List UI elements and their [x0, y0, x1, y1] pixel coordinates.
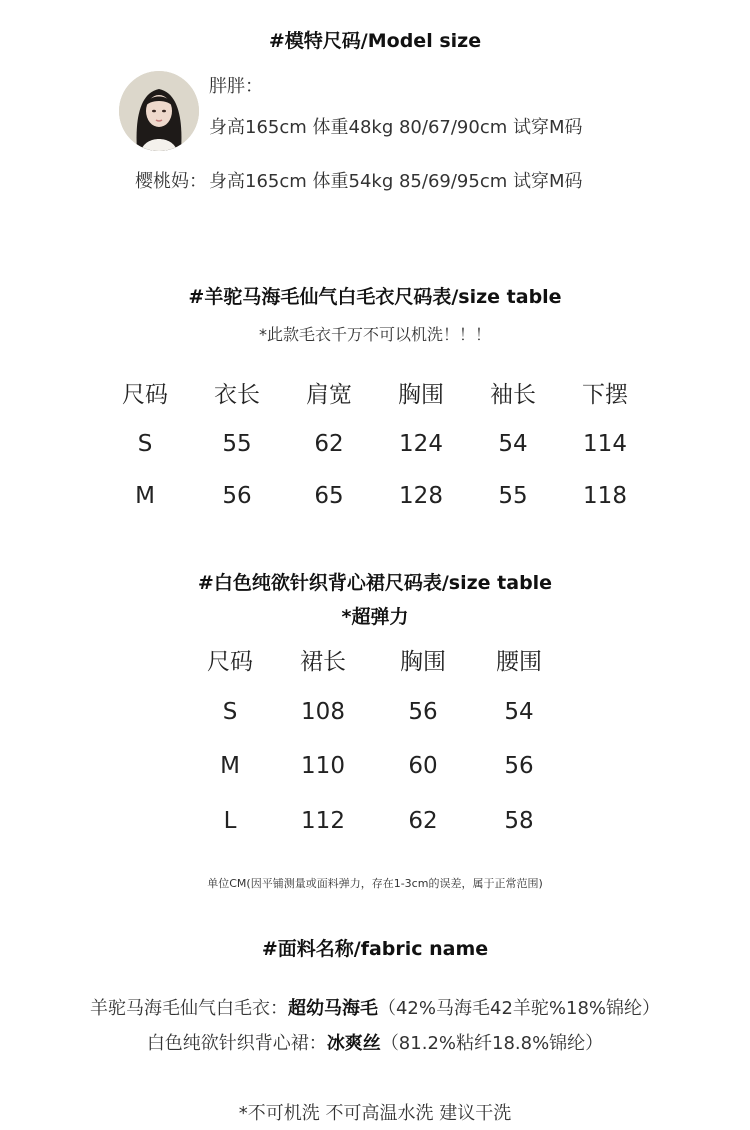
sweater-cell: 114 — [583, 431, 627, 457]
model2-stats: 身高165cm 体重54kg 85/69/95cm 试穿M码 — [209, 171, 583, 192]
sweater-cell: 54 — [498, 431, 528, 457]
model1-name: 胖胖： — [209, 76, 263, 97]
dress-cell: 56 — [408, 699, 438, 725]
sweater-header-cell: 袖长 — [490, 382, 536, 408]
dress-header-cell: 腰围 — [496, 649, 542, 675]
unit-note: 单位CM(因平铺测量或面料弹力，存在1-3cm的误差，属于正常范围) — [207, 877, 543, 890]
sweater-cell: S — [137, 431, 153, 457]
sweater-header-cell: 下摆 — [582, 382, 628, 408]
sweater-cell: 55 — [498, 483, 528, 509]
sweater-cell: 118 — [583, 483, 627, 509]
sweater-header-cell: 尺码 — [122, 382, 168, 408]
model-photo-icon — [119, 71, 199, 151]
sweater-cell: 56 — [222, 483, 252, 509]
dress-cell: 60 — [408, 753, 438, 779]
sweater-cell: 55 — [222, 431, 252, 457]
care-note: *不可机洗 不可高温水洗 建议干洗 — [238, 1103, 512, 1124]
sweater-cell: 65 — [314, 483, 344, 509]
fabric-line-dress — [0, 1029, 750, 1055]
dress-table-title: #白色纯欲针织背心裙尺码表/size table — [197, 572, 553, 594]
dress-cell: 54 — [504, 699, 534, 725]
dress-cell: 56 — [504, 753, 534, 779]
fabric-title: #面料名称/fabric name — [261, 938, 489, 960]
dress-cell: 108 — [301, 699, 345, 725]
fabric-sweater-label: 羊驼马海毛仙气白毛衣： — [89, 998, 288, 1019]
dress-cell: L — [223, 808, 237, 834]
dress-elastic-note: *超弹力 — [341, 606, 409, 628]
dress-cell: 62 — [408, 808, 438, 834]
model1-stats: 身高165cm 体重48kg 80/67/90cm 试穿M码 — [209, 117, 583, 138]
fabric-line-sweater — [0, 994, 750, 1020]
sweater-header-cell: 胸围 — [398, 382, 444, 408]
fabric-dress-label: 白色纯欲针织背心裙： — [146, 1033, 327, 1054]
sweater-cell: M — [135, 483, 155, 509]
dress-header-cell: 裙长 — [300, 649, 346, 675]
fabric-sweater-material: 超幼马海毛 — [287, 998, 378, 1019]
fabric-dress-composition: （81.2%粘纤18.8%锦纶） — [380, 1033, 604, 1054]
dress-cell: 110 — [301, 753, 345, 779]
model2-name: 樱桃妈： — [135, 171, 207, 192]
dress-cell: 58 — [504, 808, 534, 834]
sweater-cell: 62 — [314, 431, 344, 457]
dress-cell: S — [222, 699, 238, 725]
sweater-wash-note: *此款毛衣千万不可以机洗！！！ — [258, 325, 491, 344]
model-size-title: #模特尺码/Model size — [268, 30, 482, 52]
model-avatar — [119, 71, 199, 151]
dress-cell: 112 — [301, 808, 345, 834]
dress-cell: M — [220, 753, 240, 779]
sweater-cell: 124 — [399, 431, 443, 457]
sweater-table-title: #羊驼马海毛仙气白毛衣尺码表/size table — [188, 286, 562, 308]
sweater-header-cell: 肩宽 — [306, 382, 352, 408]
sweater-header-cell: 衣长 — [214, 382, 260, 408]
dress-header-cell: 尺码 — [207, 649, 253, 675]
dress-header-cell: 胸围 — [400, 649, 446, 675]
sweater-cell: 128 — [399, 483, 443, 509]
fabric-sweater-composition: （42%马海毛42羊驼%18%锦纶） — [377, 998, 661, 1019]
fabric-dress-material: 冰爽丝 — [326, 1033, 381, 1054]
